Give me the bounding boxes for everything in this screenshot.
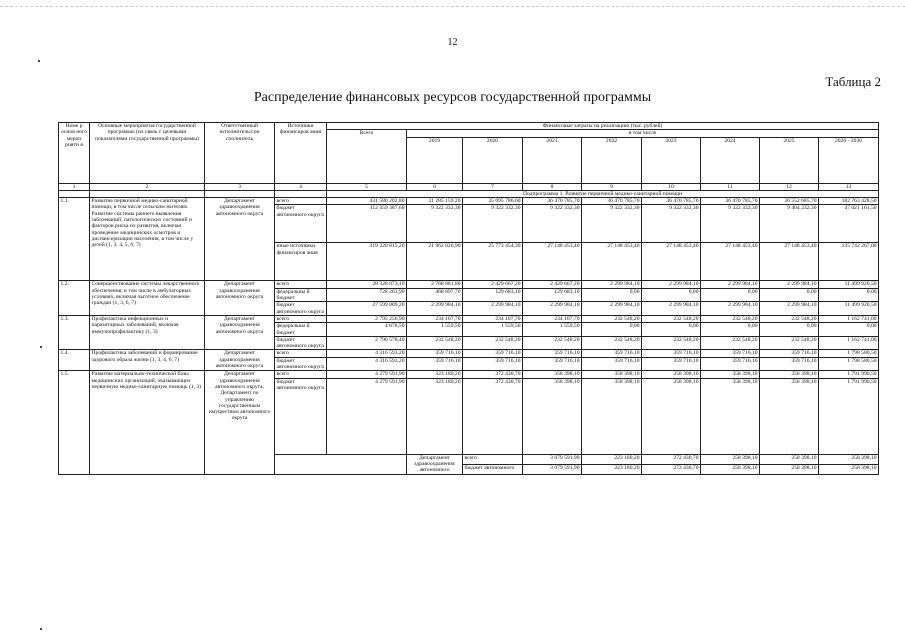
value-year: 359 716,10: [760, 357, 819, 371]
header-year: 2026 - 2030: [819, 137, 879, 183]
activity-number: 1.4.: [59, 350, 90, 371]
value-year: 36 470 785,70: [642, 198, 701, 205]
value-year: 358 398,10: [642, 378, 701, 454]
value-year: 232 548,20: [582, 315, 642, 322]
value-year: 2 299 984,10: [582, 281, 642, 288]
responsible-executor: Департамент здравоохранения автономного: [407, 454, 463, 474]
activity-name: Профилактика заболеваний и формирование здорового образа жизни (1, 3, 4, 6, 7): [90, 350, 205, 371]
value-year: 2 299 984,10: [463, 302, 523, 316]
value-year: 1 559,50: [407, 323, 463, 337]
value-year: 0,00: [701, 323, 760, 337]
value-year: 372 430,70: [463, 378, 523, 454]
table-row: [59, 281, 879, 288]
value-year: 2 768 881,80: [407, 281, 463, 288]
table-row: [59, 350, 879, 357]
value-year: 9 322 332,30: [523, 205, 582, 243]
column-index: 12: [760, 183, 819, 190]
value-year: 2 299 984,10: [642, 281, 701, 288]
responsible-executor: Департамент здравоохранения автономного округа: [205, 315, 275, 349]
value-total: 2 790 578,40: [327, 336, 407, 350]
responsible-executor: Департамент здравоохранения автономного округа: [205, 350, 275, 371]
funding-source: всего: [275, 371, 327, 378]
value-year: 9 322 332,30: [701, 205, 760, 243]
subprogram-title: Подпрограмма 1. Развитие первичной медико-санитарной помощи: [327, 190, 879, 197]
value-total: 112 359 387,60: [327, 205, 407, 243]
value-year: 27 148 453,40: [642, 243, 701, 281]
value-year: 2 299 984,10: [642, 302, 701, 316]
value-year: 359 716,10: [642, 357, 701, 371]
value-year: 27 148 453,40: [760, 243, 819, 281]
value-total: 319 220 815,20: [327, 243, 407, 281]
funding-source: всего: [275, 315, 327, 322]
funding-source: бюджет автономного: [463, 464, 523, 474]
value-year: 232 548,20: [642, 315, 701, 322]
value-year: 21 962 826,90: [407, 243, 463, 281]
column-index: 1: [59, 183, 90, 190]
table-row: [59, 198, 879, 205]
column-index: 13: [819, 183, 879, 190]
value-year: 2 299 984,10: [701, 281, 760, 288]
value-year: 258 398,10: [701, 454, 760, 464]
value-year: 0,00: [701, 288, 760, 302]
value-year: 0,00: [582, 288, 642, 302]
value-total: 4 678,50: [327, 323, 407, 337]
value-year: 358 398,10: [701, 371, 760, 378]
funding-source: всего: [463, 454, 523, 464]
value-year: 2 299 984,10: [701, 302, 760, 316]
column-index: 6: [407, 183, 463, 190]
value-total: 4 316 593,20: [327, 350, 407, 357]
activity-name: Развитие первичной медико-санитарной помощи, в том числе сельским жителям. Развитие системы раннего выявления заболеваний, патологических состояний и факторов риска их развития, включая проведение медицинских осмотров и диспансеризации населения, в том числе у детей (1, 3, 4, 5, 6, 7): [90, 198, 205, 281]
header-year: 2021: [523, 137, 582, 183]
value-year: 234 107,70: [523, 315, 582, 322]
funding-source: бюджет автономного округа: [275, 302, 327, 316]
document-title: Распределение финансовых ресурсов государственной программы: [253, 90, 652, 105]
value-year: 0,00: [760, 323, 819, 337]
value-year: 9 322 332,30: [582, 205, 642, 243]
header-executor: Ответственный исполнитель/сои сполнитель: [205, 123, 275, 184]
value-total: 728 263,90: [327, 288, 407, 302]
value-year: 272 430,70: [642, 464, 701, 474]
activity-name: Развитие материально-технической базы медицинских организаций, оказывающих первичную медико-санитарную помощь (1, 3): [90, 371, 205, 474]
activity-number: 1.3.: [59, 315, 90, 349]
header-year: 2023: [642, 137, 701, 183]
value-year: 35 095 786,60: [463, 198, 523, 205]
value-year: 359 716,10: [523, 350, 582, 357]
funding-source: бюджет автономного округа: [275, 357, 327, 371]
value-total: 28 328 073,10: [327, 281, 407, 288]
header-year: 2022: [582, 137, 642, 183]
value-year: 11 499 920,50: [819, 302, 879, 316]
value-year: 36 470 785,70: [701, 198, 760, 205]
value-year: 359 716,10: [642, 350, 701, 357]
activity-name: Совершенствование системы лекарственного обеспечения, в том числе в амбулаторных условиях, включая льготное обеспечение граждан (1, 3, 6, 7): [90, 281, 205, 315]
value-total: 3 079 591,90: [523, 454, 582, 464]
scan-speck: [40, 628, 42, 630]
header-year: 2025: [760, 137, 819, 183]
value-year: 272 430,70: [642, 454, 701, 464]
value-year: 258 398,10: [760, 454, 819, 464]
value-total: 2 795 256,90: [327, 315, 407, 322]
funding-source: иные источники финансиров ания: [275, 243, 327, 281]
value-year: 0,00: [819, 323, 879, 337]
value-year: 1 798 580,50: [819, 350, 879, 357]
column-index: 3: [205, 183, 275, 190]
value-year: 36 470 785,70: [582, 198, 642, 205]
value-year: 27 148 453,40: [701, 243, 760, 281]
value-year: 232 548,20: [760, 336, 819, 350]
header-year: 2020: [463, 137, 523, 183]
value-total: 4 316 593,20: [327, 357, 407, 371]
table-row: [59, 315, 879, 322]
column-index: 9: [582, 183, 642, 190]
column-index: 8: [523, 183, 582, 190]
value-year: 0,00: [582, 323, 642, 337]
value-year: 2 299 984,10: [523, 302, 582, 316]
funding-source: федеральны й бюджет: [275, 288, 327, 302]
value-year: 358 398,10: [760, 371, 819, 378]
value-year: 1 162 741,00: [819, 336, 879, 350]
value-year: 358 398,10: [523, 378, 582, 454]
value-year: 1 798 580,50: [819, 357, 879, 371]
value-year: 359 716,10: [407, 350, 463, 357]
header-incl: в том числе: [407, 130, 879, 137]
value-year: 0,00: [760, 288, 819, 302]
responsible-executor: Департамент здравоохранения автономного округа, Департамент по управлению государственным имуществом автономного округа: [205, 371, 275, 474]
value-year: 2 429 667,20: [463, 281, 523, 288]
financial-resources-table: [58, 122, 879, 475]
funding-source: всего: [275, 281, 327, 288]
value-year: 359 716,10: [582, 357, 642, 371]
funding-source: бюджет автономного округа: [275, 378, 327, 454]
value-year: 1 791 990,50: [819, 378, 879, 454]
value-total: 3 079 591,90: [523, 464, 582, 474]
value-year: 359 716,10: [407, 357, 463, 371]
value-year: 27 148 453,40: [523, 243, 582, 281]
value-year: 9 404 232,30: [760, 205, 819, 243]
value-year: 2 429 667,20: [523, 281, 582, 288]
value-year: 258 398,10: [819, 464, 879, 474]
value-year: 359 716,10: [523, 357, 582, 371]
value-year: 232 548,20: [701, 315, 760, 322]
header-year: 2019: [407, 137, 463, 183]
value-year: 358 398,10: [523, 371, 582, 378]
value-year: 9 322 332,30: [463, 205, 523, 243]
header-year: 2024: [701, 137, 760, 183]
value-year: 258 398,10: [701, 464, 760, 474]
value-year: 359 716,10: [701, 350, 760, 357]
value-year: 1 559,50: [463, 323, 523, 337]
value-year: 232 548,20: [523, 336, 582, 350]
header-costs: Финансовые затраты на реализацию (тыс. рублей): [327, 123, 879, 130]
column-index: 10: [642, 183, 701, 190]
value-year: 323 180,20: [407, 371, 463, 378]
value-year: 0,00: [819, 288, 879, 302]
funding-source: всего: [275, 350, 327, 357]
funding-source: бюджет автономного округа: [275, 336, 327, 350]
scan-speck: [38, 60, 40, 62]
value-year: 358 398,10: [642, 371, 701, 378]
activity-name: Профилактика инфекционных и паразитарных заболеваний, включая иммунопрофилактику (1, 3): [90, 315, 205, 349]
value-year: 232 548,20: [642, 336, 701, 350]
value-year: 1 791 990,50: [819, 371, 879, 378]
value-year: 258 398,10: [760, 464, 819, 474]
value-year: 232 548,20: [582, 336, 642, 350]
value-year: 0,00: [642, 288, 701, 302]
value-year: 2 299 984,10: [407, 302, 463, 316]
header-number: Номе р основ ного мероп рияти я: [59, 123, 90, 184]
header-source: Источники финансиров ания: [275, 123, 327, 184]
funding-source: всего: [275, 198, 327, 205]
value-year: 323 180,20: [407, 378, 463, 454]
value-year: 232 548,20: [463, 336, 523, 350]
funding-source: федеральны й бюджет: [275, 323, 327, 337]
value-year: 232 548,20: [760, 315, 819, 322]
scan-speck: [40, 346, 42, 348]
value-year: 359 716,10: [582, 350, 642, 357]
value-year: 9 322 332,30: [407, 205, 463, 243]
value-total: 27 599 809,20: [327, 302, 407, 316]
value-year: 47 021 161,50: [819, 205, 879, 243]
activity-number: 1.2.: [59, 281, 90, 315]
page-number: 12: [447, 37, 458, 48]
value-year: 2 299 984,10: [760, 281, 819, 288]
value-year: 31 285 159,20: [407, 198, 463, 205]
value-year: 234 107,70: [463, 315, 523, 322]
value-year: 129 683,10: [523, 288, 582, 302]
value-year: 232 548,20: [701, 336, 760, 350]
value-year: 258 398,10: [819, 454, 879, 464]
value-year: 223 180,20: [582, 464, 642, 474]
value-year: 359 716,10: [463, 357, 523, 371]
column-index: 5: [327, 183, 407, 190]
responsible-executor: Департамент здравоохранения автономного округа: [205, 281, 275, 315]
column-index: 11: [701, 183, 760, 190]
value-year: 358 398,10: [582, 371, 642, 378]
value-year: 9 322 332,30: [642, 205, 701, 243]
column-index: 2: [90, 183, 205, 190]
value-year: 1 162 741,00: [819, 315, 879, 322]
column-index: 7: [463, 183, 523, 190]
value-year: 358 398,10: [582, 378, 642, 454]
table-label: Таблица 2: [825, 74, 881, 89]
value-year: 358 398,10: [760, 378, 819, 454]
value-year: 1 559,50: [523, 323, 582, 337]
value-total: 4 279 591,90: [327, 378, 407, 454]
value-year: 0,00: [642, 323, 701, 337]
value-year: 36 552 685,70: [760, 198, 819, 205]
activity-number: 1.5.: [59, 371, 90, 474]
blank-cell: [275, 454, 407, 474]
value-year: 372 430,70: [463, 371, 523, 378]
header-activity: Основные мероприятия государственной программы (их связь с целевыми показателями государственной программы): [90, 123, 205, 184]
responsible-executor: Департамент здравоохранения автономного округа: [205, 198, 275, 281]
value-total: 431 580 202,80: [327, 198, 407, 205]
value-year: 359 716,10: [701, 357, 760, 371]
value-year: 135 742 267,00: [819, 243, 879, 281]
scan-top-edge: [0, 6, 905, 7]
value-year: 36 470 785,70: [523, 198, 582, 205]
value-year: 359 716,10: [463, 350, 523, 357]
value-year: 27 148 453,40: [582, 243, 642, 281]
funding-source: бюджет автономного округа: [275, 205, 327, 243]
header-total: Всего: [327, 130, 407, 183]
value-year: 182 763 428,50: [819, 198, 879, 205]
table-row: [59, 371, 879, 378]
value-year: 25 773 454,30: [463, 243, 523, 281]
value-year: 11 499 920,50: [819, 281, 879, 288]
value-total: 4 279 591,90: [327, 371, 407, 378]
value-year: 2 299 984,10: [760, 302, 819, 316]
activity-number: 1.1.: [59, 198, 90, 281]
value-year: 223 180,20: [582, 454, 642, 464]
value-year: 129 683,10: [463, 288, 523, 302]
value-year: 359 716,10: [760, 350, 819, 357]
column-index: 4: [275, 183, 327, 190]
value-year: 232 548,20: [407, 336, 463, 350]
value-year: 358 398,10: [701, 378, 760, 454]
value-year: 468 897,70: [407, 288, 463, 302]
value-year: 234 107,70: [407, 315, 463, 322]
value-year: 2 299 984,10: [582, 302, 642, 316]
